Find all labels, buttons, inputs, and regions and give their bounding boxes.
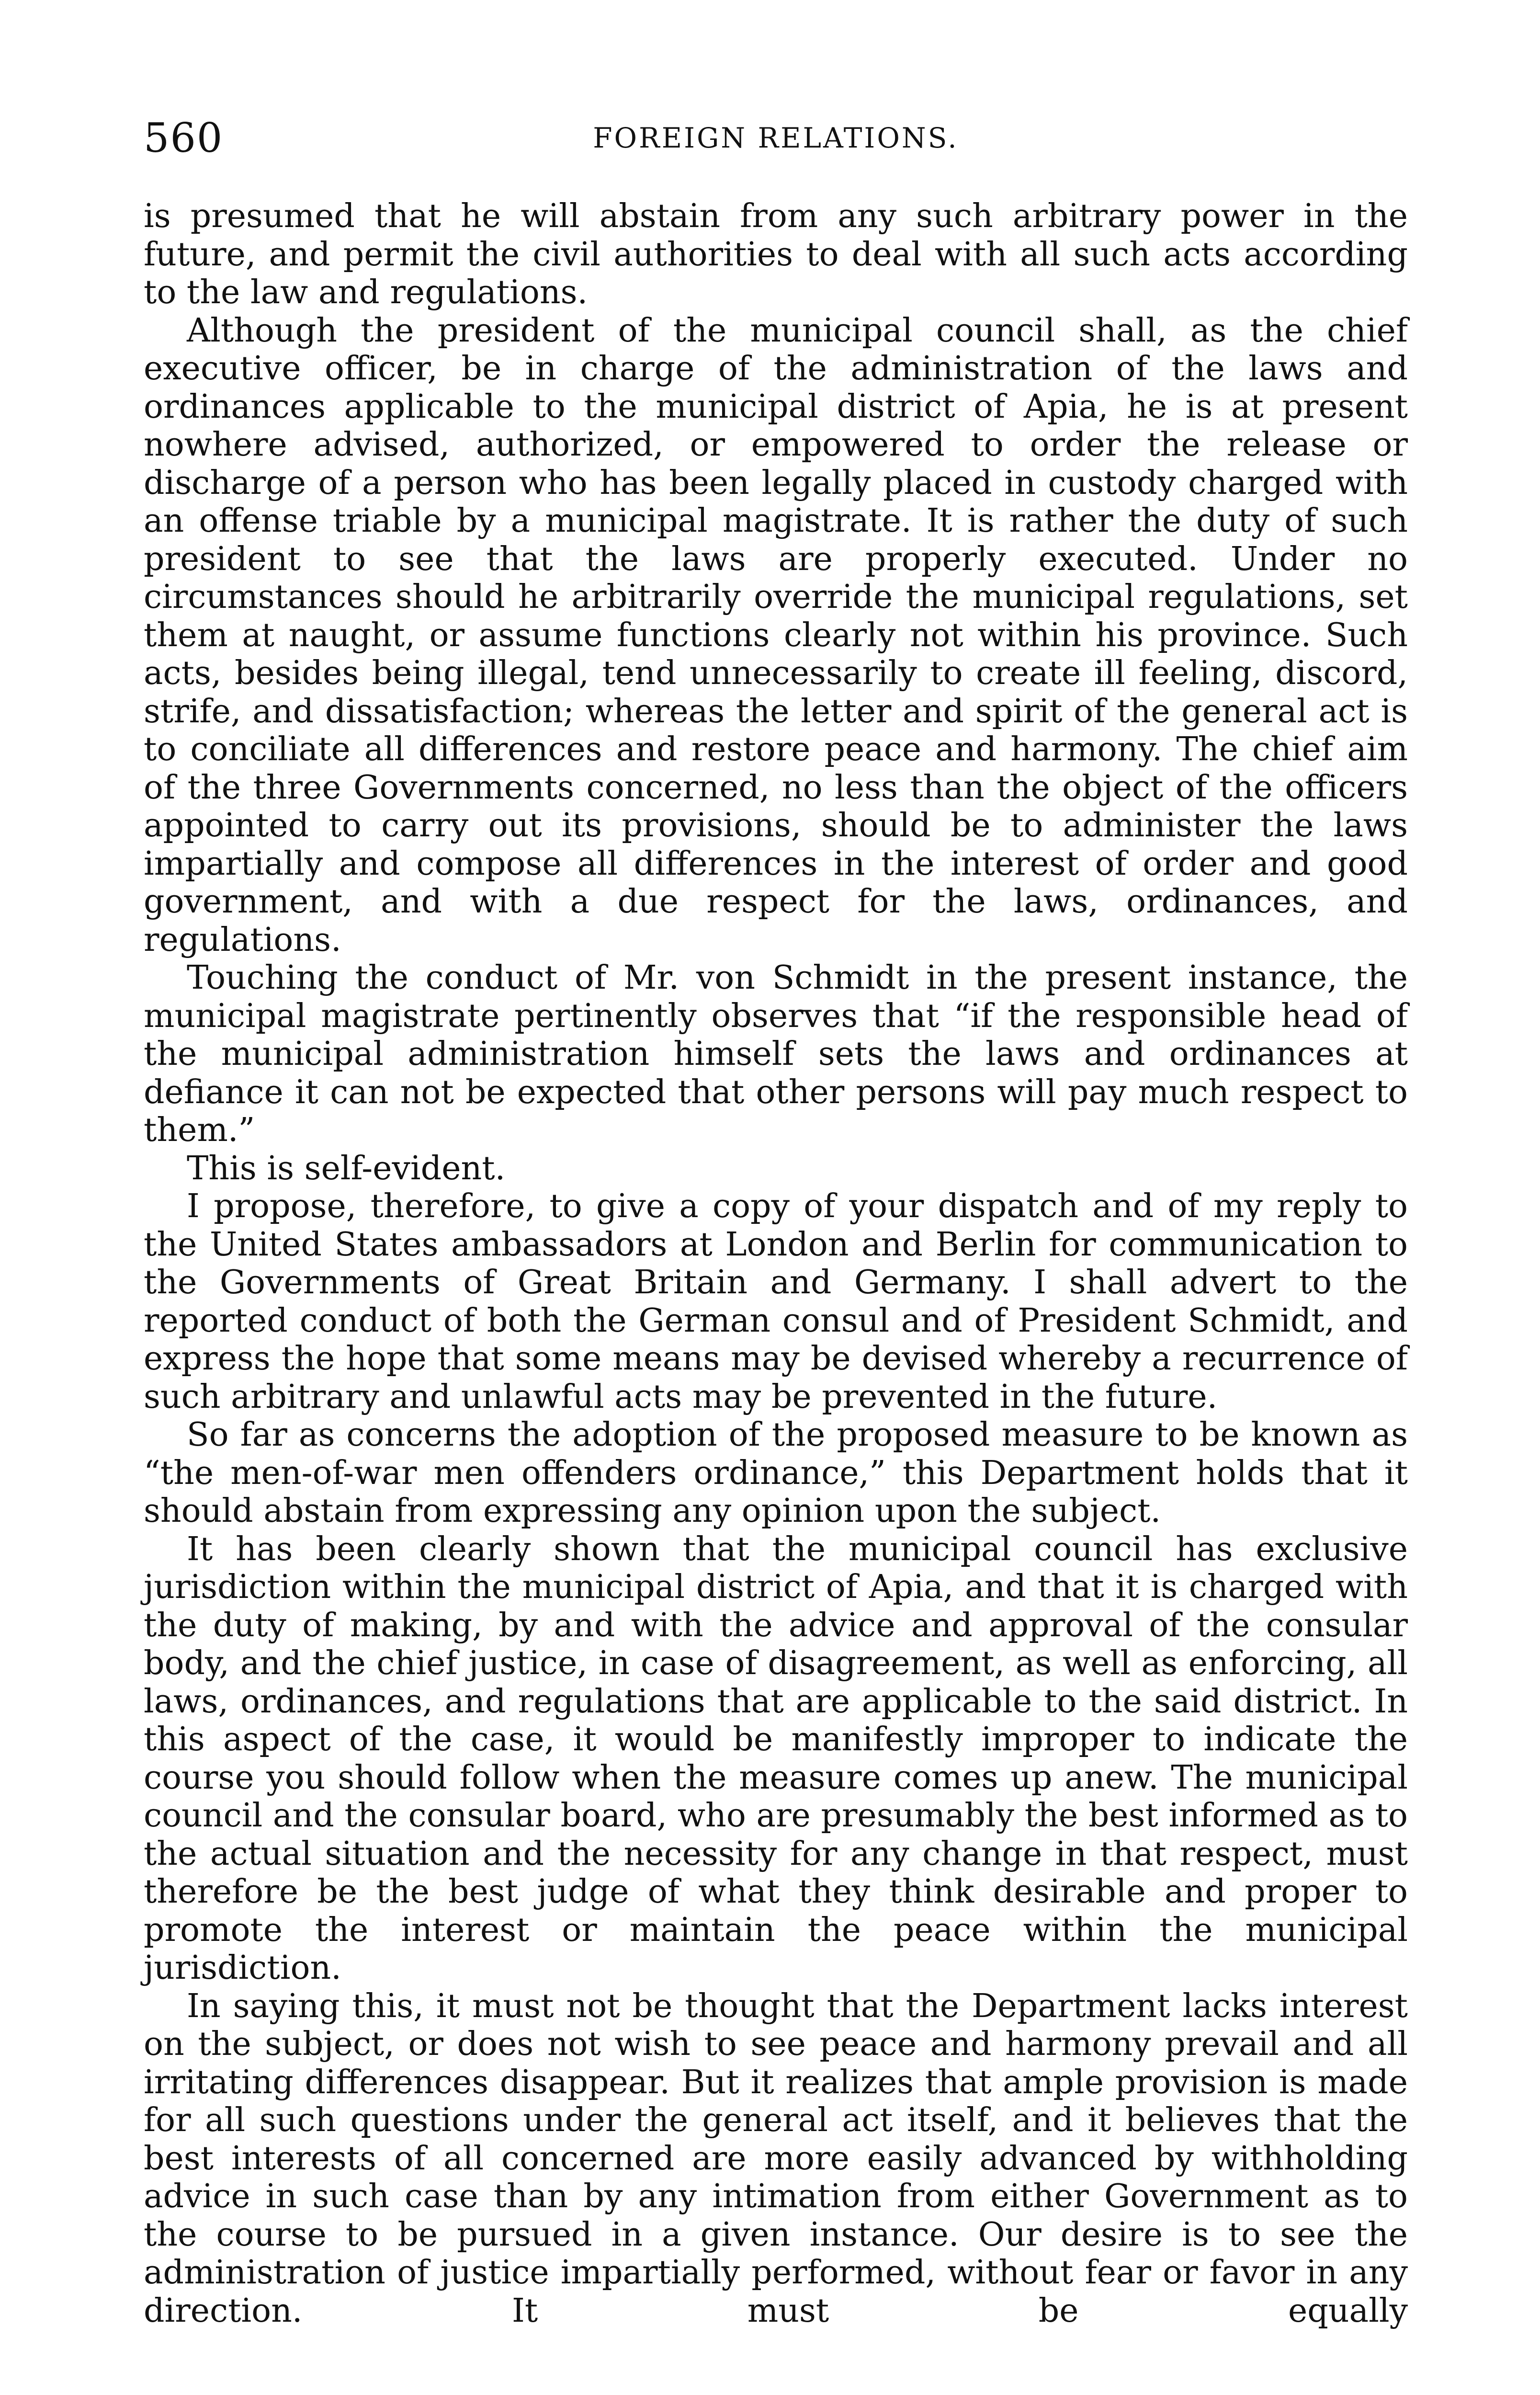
- paragraph-5: I propose, therefore, to give a copy of your dispatch and of my reply to the United States ambassadors at London and Berlin for communication to the Governments of Great Britain and Germany. I shall advert to the reported conduct of both the German consul and of President Schmidt, and express the hope that some means may be devised whereby a recurrence of such arbitrary and unlawful acts may be prevented in the future.: [144, 1187, 1408, 1416]
- paragraph-2: Although the president of the municipal council shall, as the chief executive officer, be in charge of the administration of the laws and ordinances applicable to the municipal district of Apia, he is at present nowhere advised, authorized, or empowered to order the release or discharge of a person who has been legally placed in custody charged with an offense triable by a municipal magistrate. It is rather the duty of such president to see that the laws are properly executed. Under no circumstances should he arbitrarily override the municipal regulations, set them at naught, or assume functions clearly not within his province. Such acts, besides being illegal, tend unnecessarily to create ill feeling, discord, strife, and dissatisfaction; whereas the letter and spirit of the general act is to conciliate all differences and restore peace and harmony. The chief aim of the three Governments concerned, no less than the object of the officers appointed to carry out its provisions, should be to administer the laws impartially and compose all differences in the interest of order and good government, and with a due respect for the laws, ordinances, and regulations.: [144, 311, 1408, 959]
- paragraph-3: Touching the conduct of Mr. von Schmidt in the present instance, the municipal magistrate pertinently observes that “if the responsible head of the municipal administration himself sets the laws and ordinances at defiance it can not be expected that other persons will pay much respect to them.”: [144, 959, 1408, 1149]
- running-title: FOREIGN RELATIONS.: [593, 122, 959, 154]
- running-header: [144, 114, 1408, 162]
- body-text: [144, 197, 1408, 2330]
- paragraph-6: So far as concerns the adoption of the proposed measure to be known as “the men-of-war men offenders ordinance,” this Department holds that it should abstain from expressing any opinion upon the subject.: [144, 1416, 1408, 1530]
- paragraph-1: is presumed that he will abstain from any such arbitrary power in the future, and permit the civil authorities to deal with all such acts according to the law and regulations.: [144, 197, 1408, 311]
- paragraph-7: It has been clearly shown that the municipal council has exclusive jurisdiction within the municipal district of Apia, and that it is charged with the duty of making, by and with the advice and approval of the consular body, and the chief justice, in case of disagreement, as well as enforcing, all laws, ordinances, and regulations that are applicable to the said district. In this aspect of the case, it would be manifestly improper to indicate the course you should follow when the measure comes up anew. The municipal council and the consular board, who are presumably the best informed as to the actual situation and the necessity for any change in that respect, must therefore be the best judge of what they think desirable and proper to promote the interest or maintain the peace within the municipal jurisdiction.: [144, 1530, 1408, 1987]
- paragraph-4: This is self-evident.: [187, 1149, 506, 1187]
- paragraph-8: In saying this, it must not be thought that the Department lacks interest on the subject, or does not wish to see peace and harmony prevail and all irritating differences disappear. But it realizes that ample provision is made for all such questions under the general act itself, and it believes that the best interests of all concerned are more easily advanced by withholding advice in such case than by any intimation from either Government as to the course to be pursued in a given instance. Our desire is to see the administration of justice impartially performed, without fear or favor in any direction. It must be equally: [144, 1987, 1408, 2330]
- page-number: 560: [144, 114, 224, 161]
